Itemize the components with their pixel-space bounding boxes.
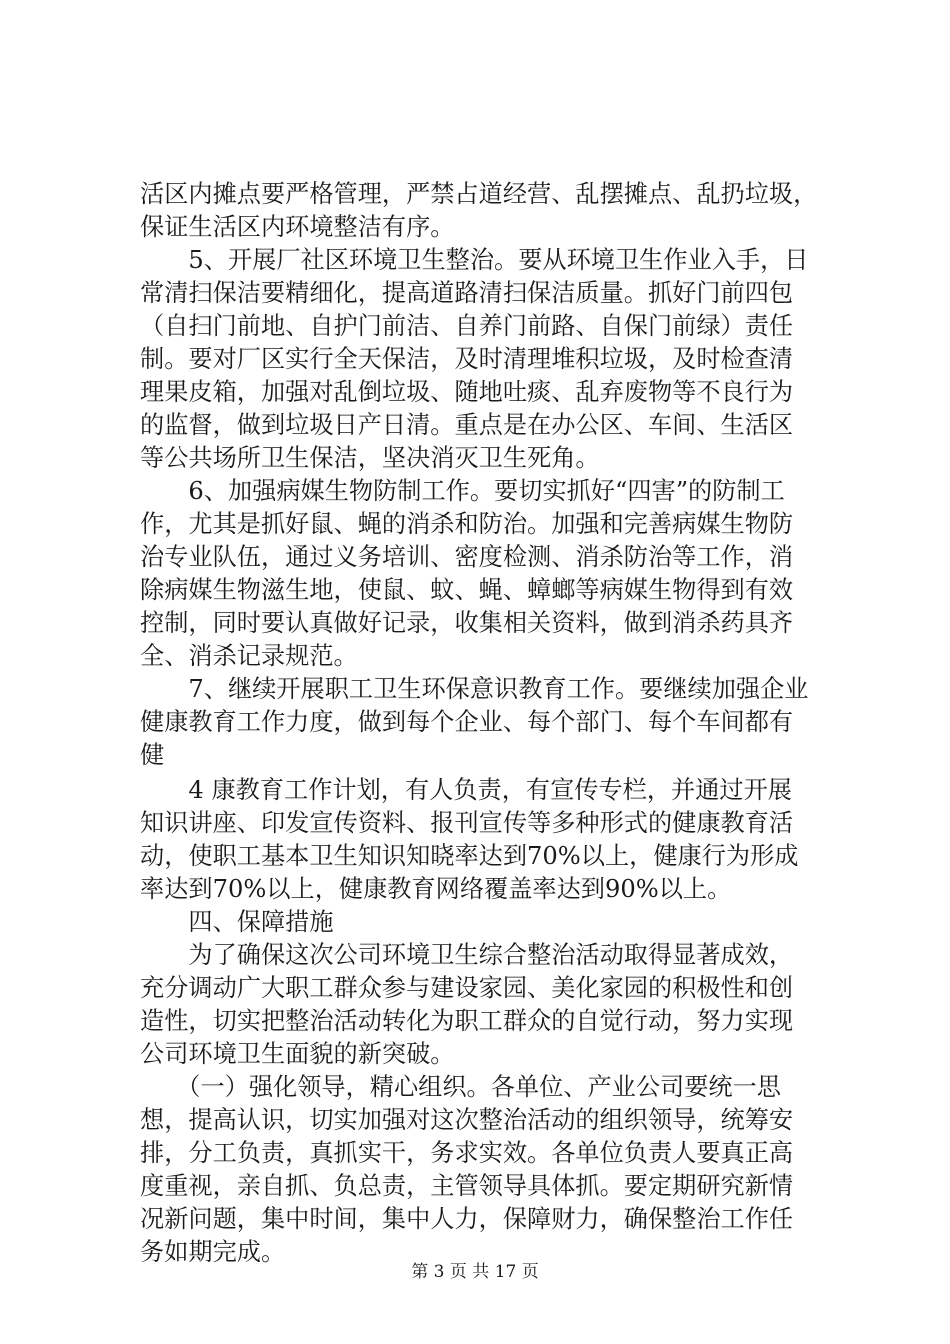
text-line: 动，使职工基本卫生知识知晓率达到70%以上，健康行为形成 [140, 842, 799, 870]
text-line: 制。要对厂区实行全天保洁，及时清理堆积垃圾，及时检查清 [140, 345, 794, 373]
text-line: 理果皮箱，加强对乱倒垃圾、随地吐痰、乱弃废物等不良行为 [140, 378, 794, 406]
section-heading: 四、保障措施 [140, 908, 334, 936]
text-line: 为了确保这次公司环境卫生综合整治活动取得显著成效， [140, 941, 794, 969]
text-line: 治专业队伍，通过义务培训、密度检测、消杀防治等工作，消 [140, 543, 794, 571]
text-line: 想，提高认识，切实加强对这次整治活动的组织领导，统筹安 [140, 1106, 794, 1134]
text-line: 排，分工负责，真抓实干，务求实效。各单位负责人要真正高 [140, 1139, 794, 1167]
text-line: 常清扫保洁要精细化，提高道路清扫保洁质量。抓好门前四包 [140, 279, 794, 307]
text-line: 造性，切实把整治活动转化为职工群众的自觉行动，努力实现 [140, 1007, 794, 1035]
text-line: 的监督，做到垃圾日产日清。重点是在办公区、车间、生活区 [140, 411, 794, 439]
text-line: 作，尤其是抓好鼠、蝇的消杀和防治。加强和完善病媒生物防 [140, 510, 794, 538]
text-line: 充分调动广大职工群众参与建设家园、美化家园的积极性和创 [140, 974, 794, 1002]
text-line: 健 [140, 741, 165, 769]
text-line: 5、开展厂社区环境卫生整治。要从环境卫生作业入手，日 [140, 246, 809, 274]
text-line: 等公共场所卫生保洁，坚决消灭卫生死角。 [140, 444, 600, 472]
text-line: 知识讲座、印发宣传资料、报刊宣传等多种形式的健康教育活 [140, 809, 794, 837]
text-line: 7、继续开展职工卫生环保意识教育工作。要继续加强企业 [140, 675, 809, 703]
text-line: 公司环境卫生面貌的新突破。 [140, 1040, 455, 1068]
text-line: 健康教育工作力度，做到每个企业、每个部门、每个车间都有 [140, 708, 794, 736]
text-line: 控制，同时要认真做好记录，收集相关资料，做到消杀药具齐 [140, 609, 794, 637]
text-line: 务如期完成。 [140, 1238, 286, 1266]
document-body [140, 178, 830, 1269]
text-line: 除病媒生物滋生地，使鼠、蚊、蝇、蟑螂等病媒生物得到有效 [140, 576, 794, 604]
text-line: 度重视，亲自抓、负总责，主管领导具体抓。要定期研究新情 [140, 1172, 794, 1200]
text-line: 况新问题，集中时间，集中人力，保障财力，确保整治工作任 [140, 1205, 794, 1233]
text-line: 保证生活区内环境整洁有序。 [140, 213, 455, 241]
page-number-footer: 第 3 页 共 17 页 [411, 1262, 539, 1282]
text-line: 活区内摊点要严格管理，严禁占道经营、乱摆摊点、乱扔垃圾， [140, 180, 818, 208]
text-line: 6、加强病媒生物防制工作。要切实抓好“四害”的防制工 [140, 477, 785, 505]
text-line: （一）强化领导，精心组织。各单位、产业公司要统一思 [140, 1073, 781, 1101]
text-line: （自扫门前地、自护门前洁、自养门前路、自保门前绿）责任 [140, 312, 794, 340]
text-line: 4 康教育工作计划，有人负责，有宣传专栏，并通过开展 [140, 776, 792, 804]
text-line: 率达到70%以上，健康教育网络覆盖率达到90%以上。 [140, 875, 732, 903]
text-line: 全、消杀记录规范。 [140, 642, 358, 670]
